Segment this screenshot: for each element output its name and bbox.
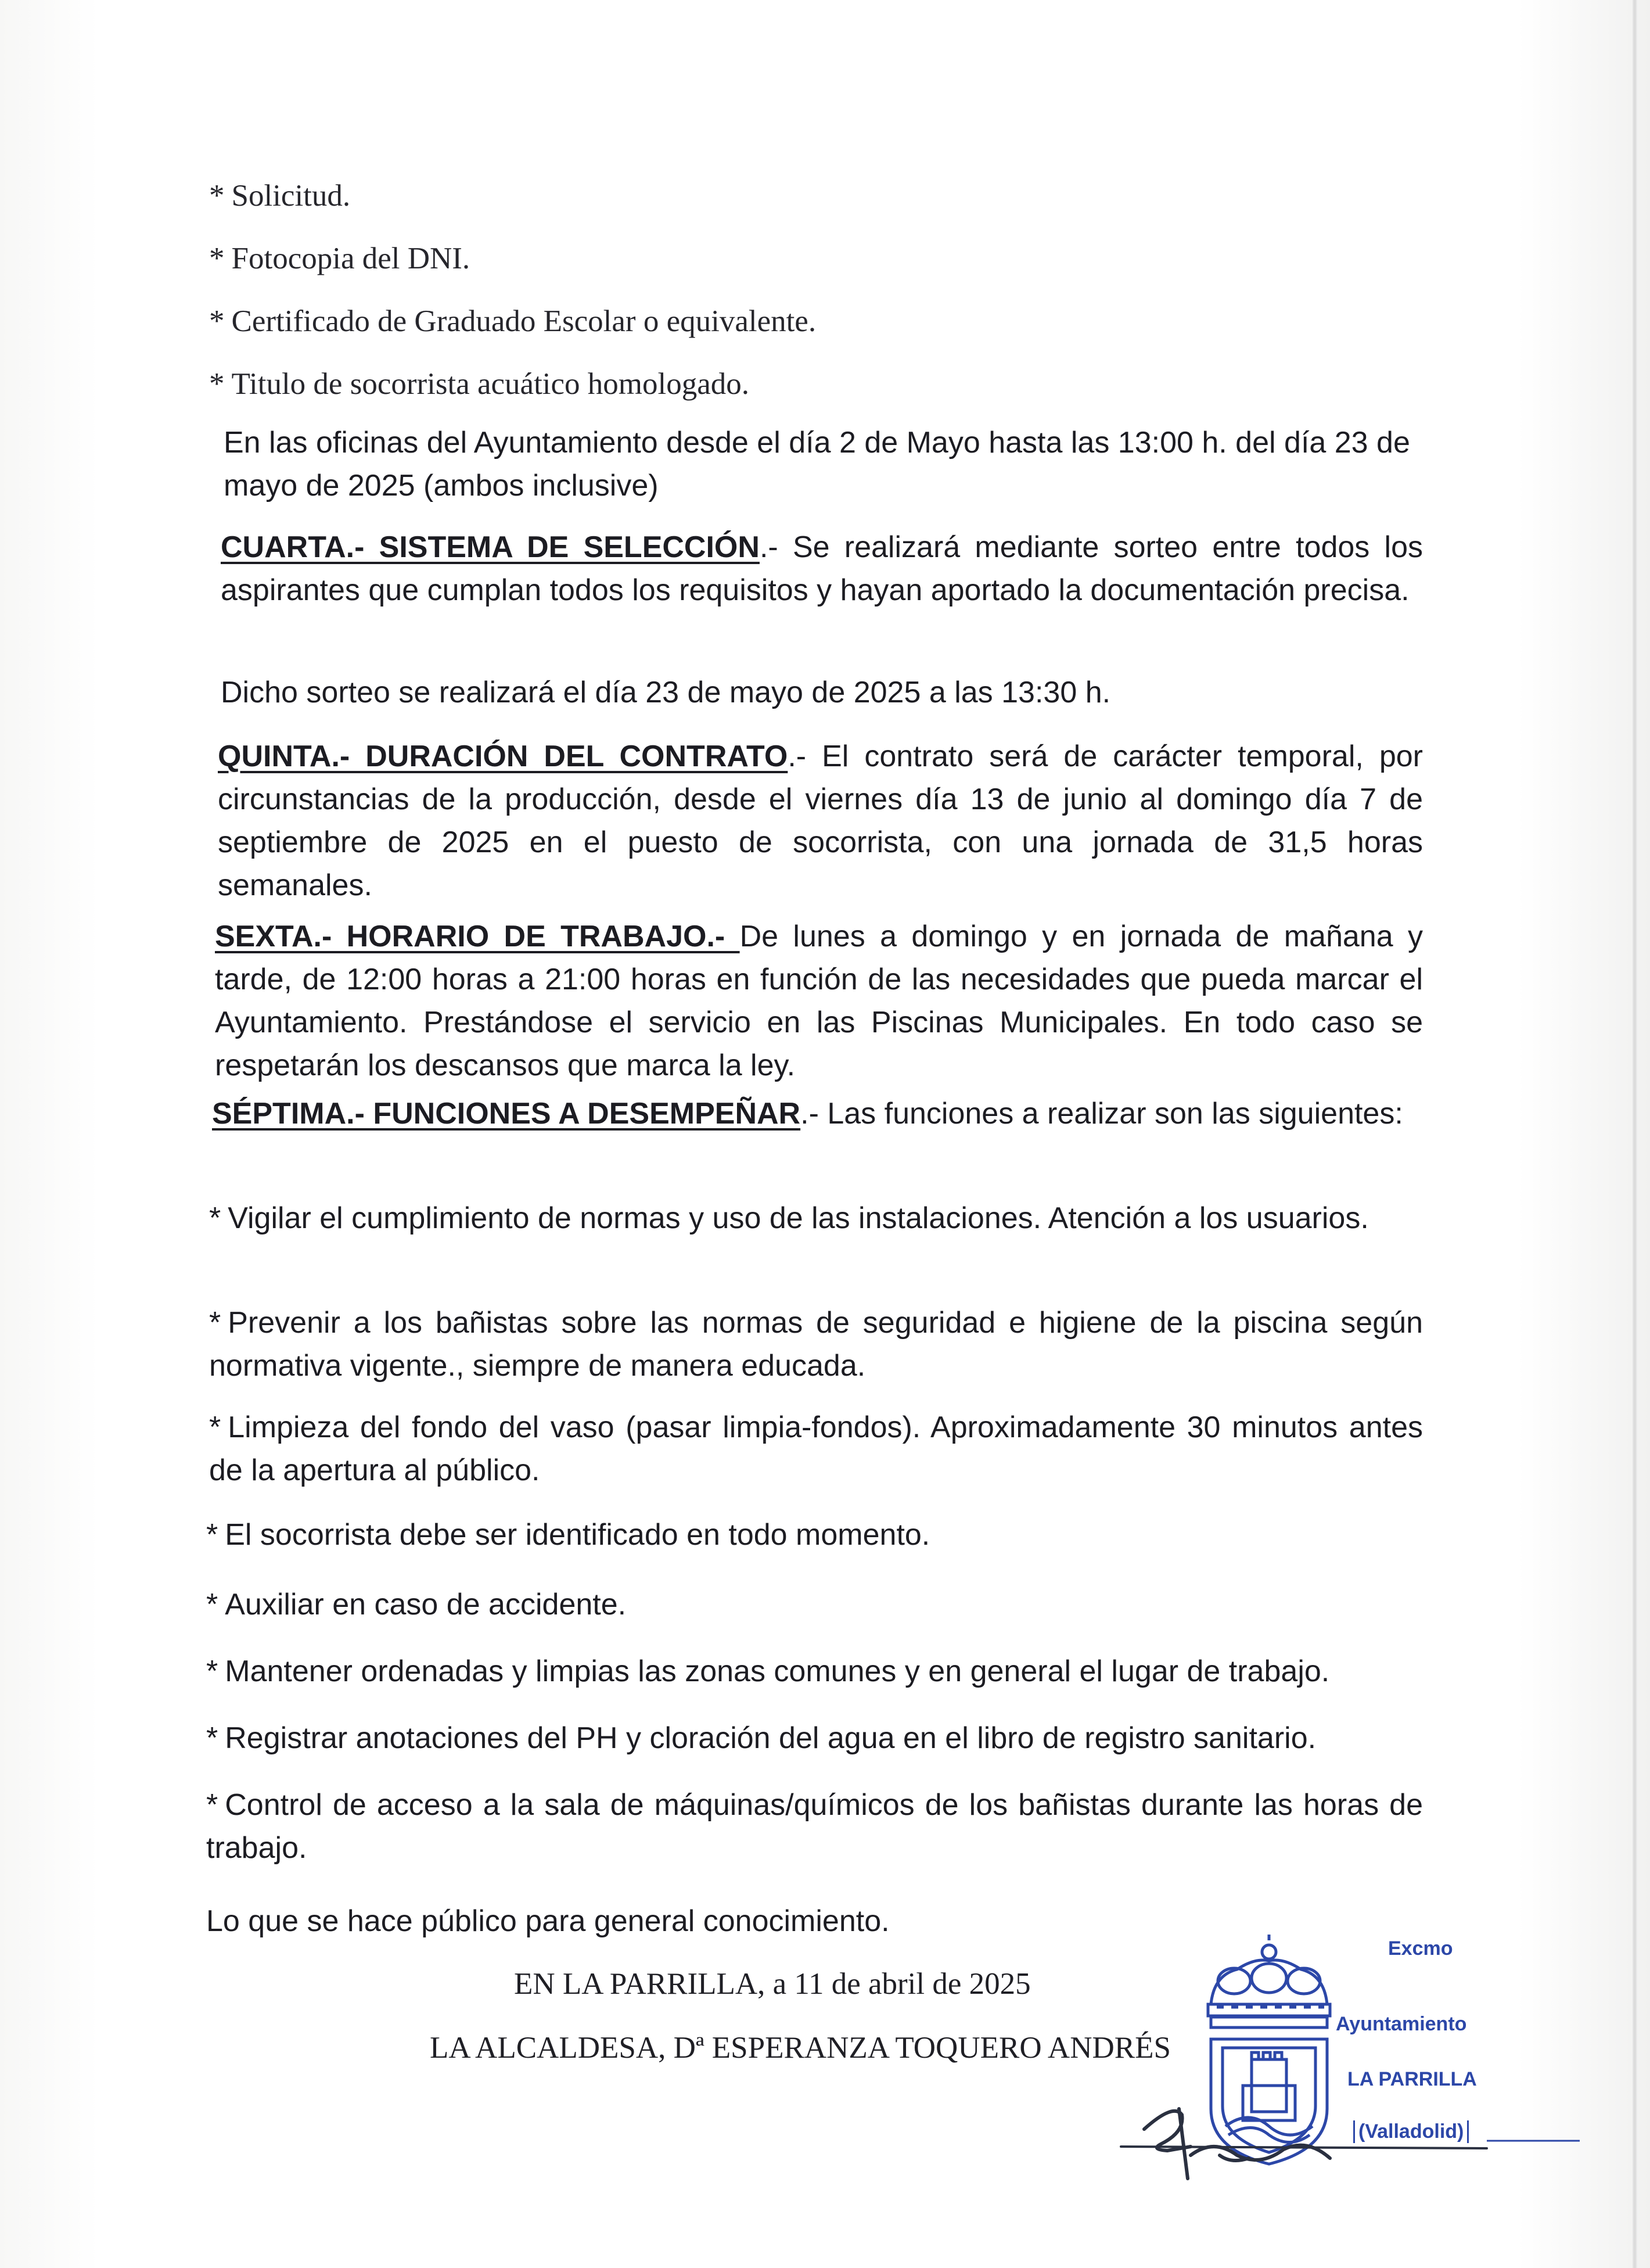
section-text: El contrato será de carácter temporal, por circunstancias de la producción, desde el viernes día 13 de junio al domingo día 7 de septiembre de 2025 en el puesto de socorrista, con una jornada de 31,5 horas semanales. (218, 740, 1423, 902)
section-title: SEXTA.- HORARIO DE TRABAJO.- (215, 920, 740, 953)
stamp-emblem-icon (1086, 1935, 1580, 2202)
bullet-mark: * (209, 367, 225, 401)
signatory: LA ALCALDESA, Dª ESPERANZA TOQUERO ANDRÉS (430, 2031, 1171, 2065)
function-item (209, 1197, 1423, 1240)
section-title: SÉPTIMA.- FUNCIONES A DESEMPEÑAR (212, 1097, 801, 1131)
bullet-mark: * (206, 1721, 218, 1755)
bullet-mark: * (209, 1411, 221, 1444)
bullet-mark: * (209, 179, 225, 213)
section-text: Las funciones a realizar son las siguientes: (827, 1097, 1403, 1131)
stamp-line: Excmo (1388, 1937, 1453, 1960)
function-item (206, 1513, 1420, 1556)
bullet-mark: * (206, 1588, 218, 1621)
requirement-text: Fotocopia del DNI. (231, 242, 470, 275)
place-date: EN LA PARRILLA, a 11 de abril de 2025 (514, 1967, 1031, 2001)
stamp-line: (Valladolid) (1353, 2120, 1469, 2143)
function-item (206, 1650, 1432, 1693)
closing-paragraph: Lo que se hace público para general conocimiento. (206, 1904, 890, 1938)
bullet-mark: * (209, 242, 225, 275)
function-text: Vigilar el cumplimiento de normas y uso de las instalaciones. Atención a los usuarios. (228, 1201, 1369, 1235)
function-item (206, 1717, 1432, 1760)
function-text: Auxiliar en caso de accidente. (225, 1588, 627, 1621)
section-separator: .- (788, 740, 822, 773)
requirement-item (209, 300, 1423, 343)
stamp-line: Ayuntamiento (1336, 2013, 1467, 2035)
section-title: QUINTA.- DURACIÓN DEL CONTRATO (218, 740, 788, 773)
requirement-item (209, 363, 1423, 405)
section-text: Se realizará mediante sorteo entre todos los aspirantes que cumplan todos los requisitos y hayan aportado la documentación precisa. (221, 530, 1423, 607)
section-separator: .- (800, 1097, 828, 1131)
section-cuarta (221, 526, 1423, 612)
function-text: Prevenir a los bañistas sobre las normas de seguridad e higiene de la piscina según normativa vigente., siempre de manera educada. (209, 1306, 1423, 1383)
requirement-item (209, 237, 1423, 280)
section-text: De lunes a domingo y en jornada de mañana y tarde, de 12:00 horas a 21:00 horas en función de las necesidades que pueda marcar el Ayuntamiento. Prestándose el servicio en las Piscinas Municipales. En todo caso se respetarán los descansos que marca la ley. (215, 920, 1423, 1082)
bullet-mark: * (206, 1518, 218, 1552)
requirement-text: Certificado de Graduado Escolar o equivalente. (231, 304, 817, 338)
requirement-item (209, 174, 1423, 217)
requirement-text: Titulo de socorrista acuático homologado. (231, 367, 750, 401)
section-septima (212, 1092, 1423, 1135)
bullet-mark: * (209, 304, 225, 338)
function-item (209, 1406, 1423, 1492)
bullet-mark: * (209, 1201, 221, 1235)
requirement-text: Solicitud. (231, 179, 351, 213)
section-sexta (215, 915, 1423, 1087)
function-text: Control de acceso a la sala de máquinas/químicos de los bañistas durante las horas de trabajo. (206, 1788, 1423, 1865)
stamp-line: LA PARRILLA (1347, 2068, 1477, 2090)
function-text: Limpieza del fondo del vaso (pasar limpia-fondos). Aproximadamente 30 minutos antes de la apertura al público. (209, 1411, 1423, 1487)
section-separator: .- (759, 530, 793, 564)
section-quinta (218, 735, 1423, 907)
bullet-mark: * (209, 1306, 221, 1340)
section-title: CUARTA.- SISTEMA DE SELECCIÓN (221, 530, 760, 564)
function-item (206, 1783, 1423, 1869)
function-item (209, 1301, 1423, 1387)
function-text: El socorrista debe ser identificado en todo momento. (225, 1518, 930, 1552)
function-item (206, 1583, 1420, 1626)
bullet-mark: * (206, 1788, 218, 1822)
submission-paragraph: En las oficinas del Ayuntamiento desde el día 2 de Mayo hasta las 13:00 h. del día 23 de mayo de 2025 (ambos inclusive) (224, 426, 1410, 503)
bullet-mark: * (206, 1655, 218, 1688)
function-text: Registrar anotaciones del PH y cloración del agua en el libro de registro sanitario. (225, 1721, 1317, 1755)
official-stamp (1086, 1935, 1580, 2202)
function-text: Mantener ordenadas y limpias las zonas comunes y en general el lugar de trabajo. (225, 1655, 1330, 1688)
page-edge (1633, 0, 1637, 2268)
sorteo-paragraph: Dicho sorteo se realizará el día 23 de mayo de 2025 a las 13:30 h. (221, 676, 1111, 709)
